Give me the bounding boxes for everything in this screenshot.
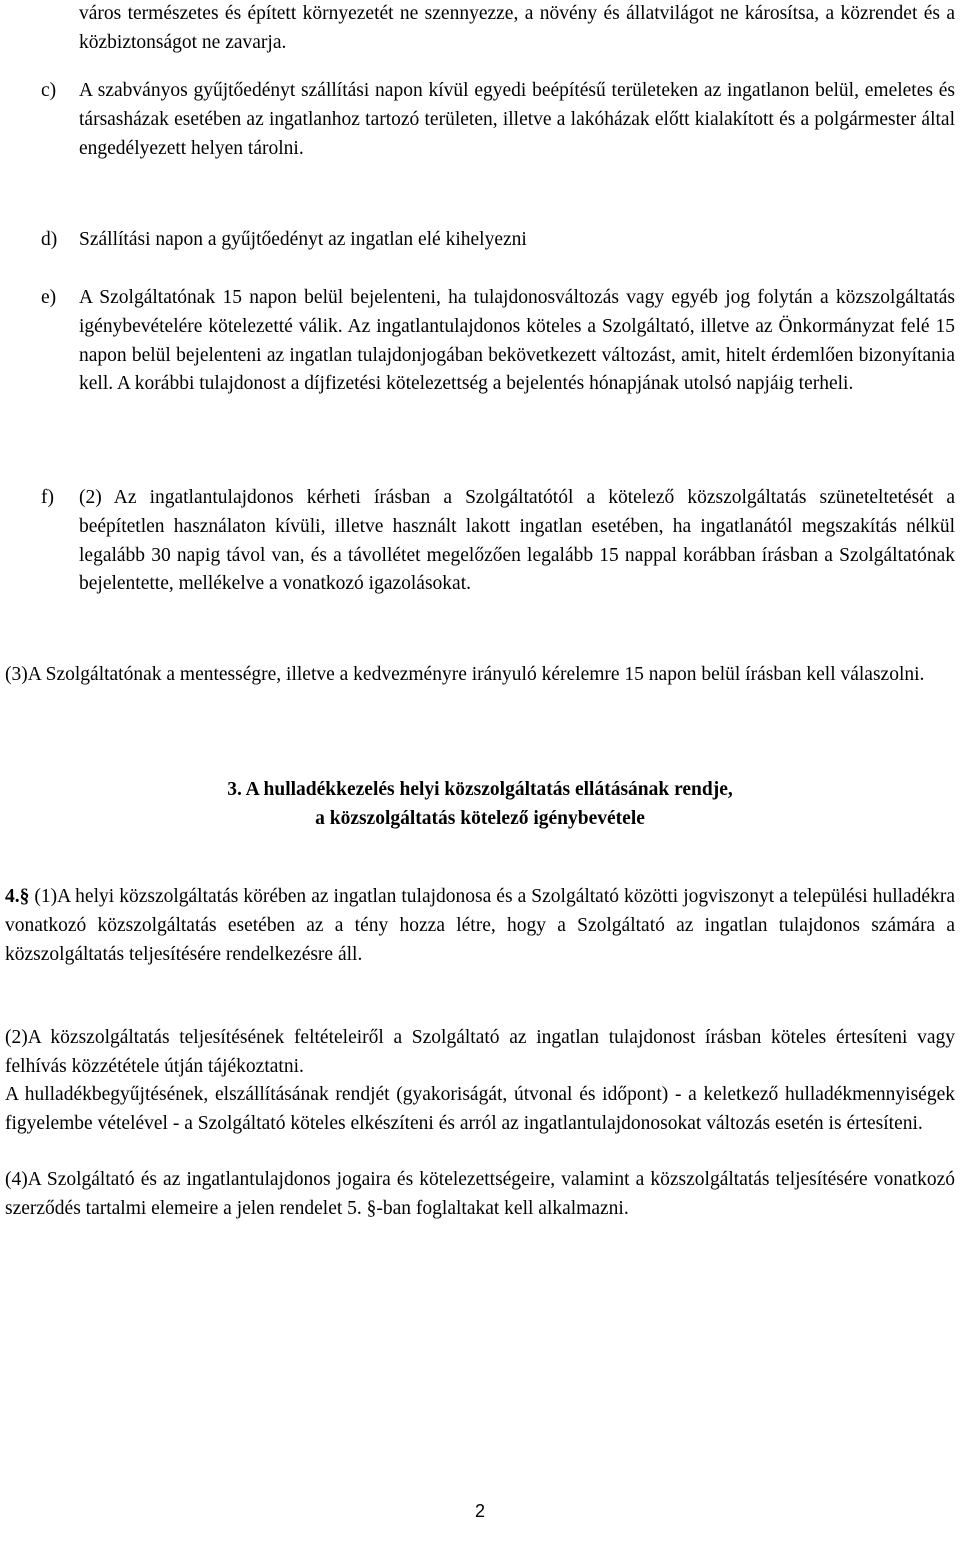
section-4-paragraph-1 (5, 883, 955, 969)
list-item-d-label: d) (41, 229, 58, 250)
section-4-number: 4. (5, 886, 20, 907)
list-item-c (41, 77, 955, 163)
list-item-d-text: Szállítási napon a gyűjtőedényt az ingatlan elé kihelyezni (79, 229, 527, 250)
list-item-f-label: f) (41, 487, 54, 508)
list-item-e (41, 284, 955, 399)
section-4-paragraph-2: (2)A közszolgáltatás teljesítésének feltételeiről a Szolgáltató az ingatlan tulajdonost írásban köteles értesíteni vagy felhívás közzététele útján tájékoztatni. (5, 1027, 955, 1077)
section-heading-line-2: a közszolgáltatás kötelező igénybevétele (315, 808, 645, 829)
list-item-c-text: A szabványos gyűjtőedényt szállítási napon kívül egyedi beépítésű területeken az ingatlanon belül, emeletes és társasházak esetében az ingatlanhoz tartozó területen, illetve a lakóházak előtt kialakított és a polgármester által engedélyezett helyen tárolni. (79, 80, 955, 159)
section-4-paragraph-1-text: (1)A helyi közszolgáltatás körében az ingatlan tulajdonosa és a Szolgáltató közötti jogviszonyt a települési hulladékra vonatkozó közszolgáltatás esetében az a tény hozza létre, hogy a Szolgáltató az ingatlan tulajdonos számára a közszolgáltatás teljesítésére rendelkezésre áll. (5, 886, 955, 965)
list-item-e-text: A Szolgáltatónak 15 napon belül bejelenteni, ha tulajdonosváltozás vagy egyéb jog folytán a közszolgáltatás igénybevételére kötelezetté válik. Az ingatlantulajdonos köteles a Szolgáltató, illetve az Önkormányzat felé 15 napon belül bejelenteni az ingatlan tulajdonjogában bekövetkezett változást, amit, hitelt érdemlően bizonyítania kell. A korábbi tulajdonost a díjfizetési kötelezettség a bejelentés hónapjának utolsó napjáig terheli. (79, 287, 955, 395)
list-item-e-label: e) (41, 287, 57, 308)
section-4-paragraph-4: (4)A Szolgáltató és az ingatlantulajdonos jogaira és kötelezettségeire, valamint a közszolgáltatás teljesítésére vonatkozó szerződés tartalmi elemeire a jelen rendelet 5. §-ban foglaltakat kell alkalmazni. (5, 1169, 955, 1219)
page-number: 2 (474, 1501, 485, 1521)
section-heading-line-1: 3. A hulladékkezelés helyi közszolgáltatás ellátásának rendje, (227, 779, 733, 800)
list-item-f-text: (2) Az ingatlantulajdonos kérheti írásban a Szolgáltatótól a kötelező közszolgáltatás szüneteltetését a beépítetlen használaton kívüli, illetve használt lakott ingatlan esetében, ha ingatlanától megszakítás nélkül legalább 30 napig távol van, és a távollétet megelőzően legalább 15 nappal korábban írásban a Szolgáltatónak bejelentette, mellékelve a vonatkozó igazolásokat. (79, 487, 955, 595)
list-item-d (41, 226, 955, 255)
section-4-paragraph-2b: A hulladékbegyűjtésének, elszállításának rendjét (gyakoriságát, útvonal és időpont) - a keletkező hulladékmennyiségek figyelembe vételével - a Szolgáltató köteles elkészíteni és arról az ingatlantulajdonosokat változás esetén is értesíteni. (5, 1084, 955, 1134)
section-sign-glyph: § (19, 886, 30, 907)
paragraph-3: (3)A Szolgáltatónak a mentességre, illetve a kedvezményre irányuló kérelemre 15 napon belül írásban kell válaszolni. (5, 664, 925, 685)
list-item-c-label: c) (41, 80, 57, 101)
list-item-f (41, 484, 955, 599)
paragraph-continuation: város természetes és épített környezetét ne szennyezze, a növény és állatvilágot ne károsítsa, a közrendet és a közbiztonságot ne zavarja. (79, 3, 955, 53)
